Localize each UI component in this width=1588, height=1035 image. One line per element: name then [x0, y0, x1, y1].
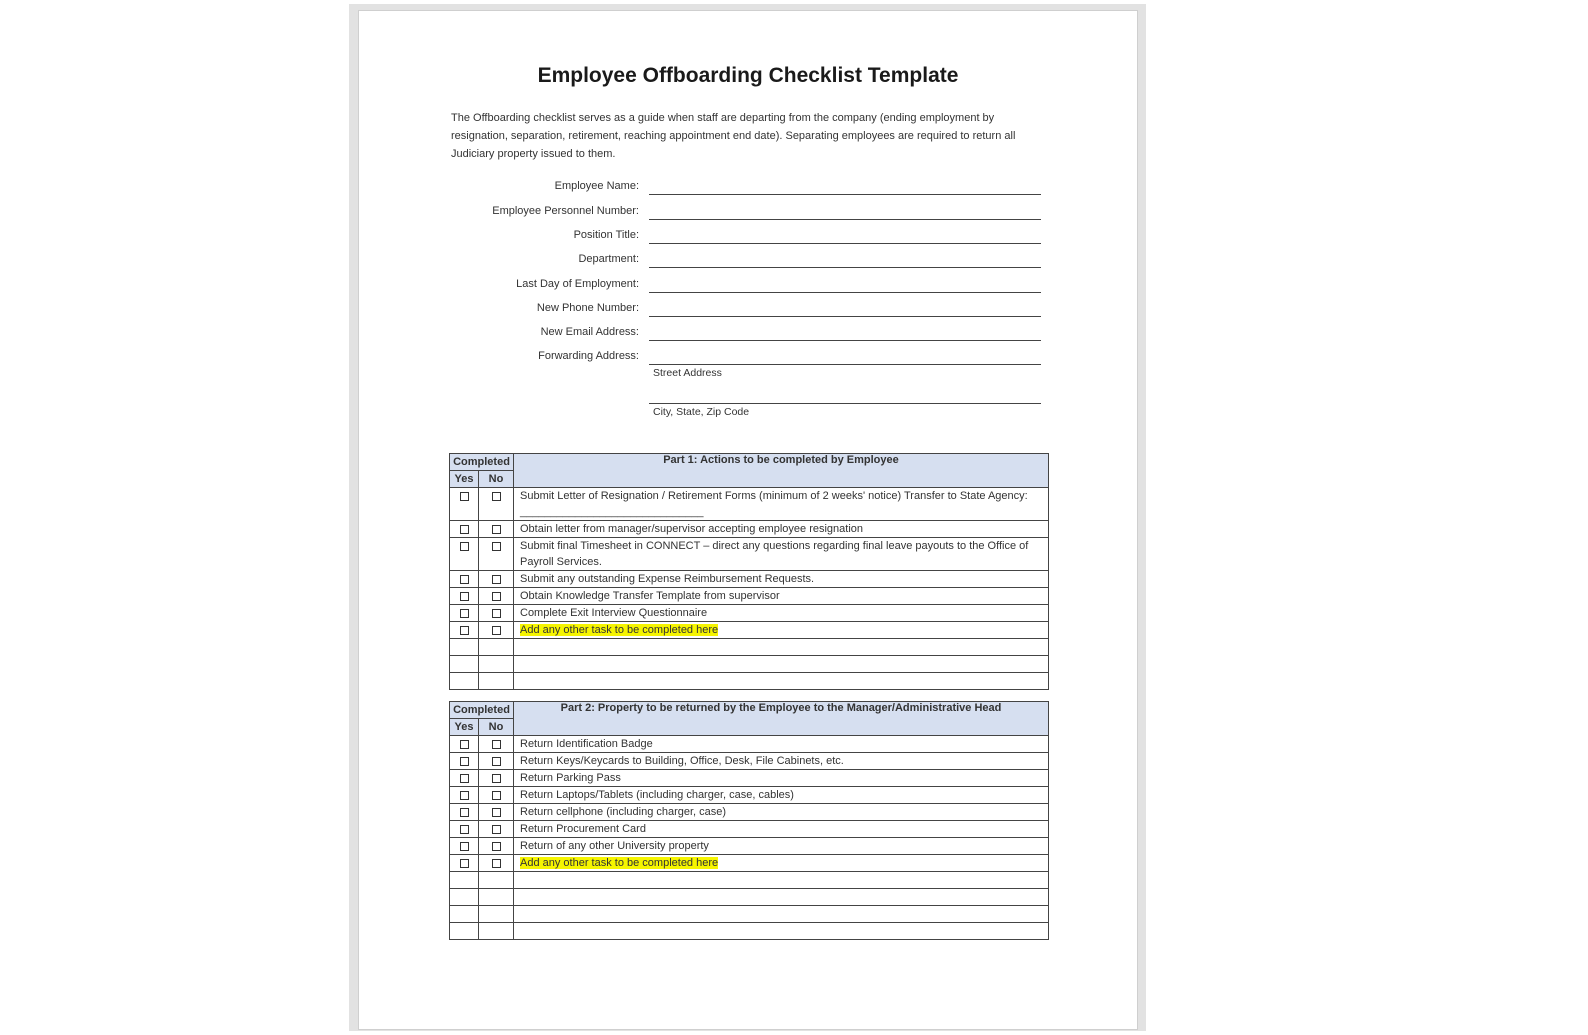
street-address-label: Street Address	[653, 367, 722, 379]
no-checkbox[interactable]	[492, 525, 501, 534]
part1-heading: Part 1: Actions to be completed by Employee	[514, 454, 1049, 488]
blank-row	[450, 906, 1049, 923]
table-row	[450, 855, 1049, 872]
no-checkbox[interactable]	[492, 542, 501, 551]
table-row	[450, 821, 1049, 838]
no-checkbox[interactable]	[492, 808, 501, 817]
yes-checkbox[interactable]	[460, 525, 469, 534]
city-state-zip-label: City, State, Zip Code	[653, 406, 750, 418]
part1-header-row	[450, 454, 1049, 471]
yes-checkbox[interactable]	[460, 842, 469, 851]
no-checkbox[interactable]	[492, 859, 501, 868]
no-checkbox[interactable]	[492, 791, 501, 800]
task-text: Return Parking Pass	[514, 770, 1049, 787]
field-label: Forwarding Address:	[538, 350, 639, 362]
yes-checkbox[interactable]	[460, 774, 469, 783]
new-email-line[interactable]	[649, 340, 1041, 341]
table-row	[450, 736, 1049, 753]
no-checkbox[interactable]	[492, 492, 501, 501]
field-new-phone	[359, 297, 1139, 317]
field-department	[359, 248, 1139, 268]
yes-checkbox[interactable]	[460, 492, 469, 501]
field-position-title	[359, 224, 1139, 244]
field-last-day	[359, 273, 1139, 293]
no-checkbox[interactable]	[492, 609, 501, 618]
table-row	[450, 521, 1049, 538]
task-text: Obtain Knowledge Transfer Template from supervisor	[514, 588, 1049, 605]
yes-checkbox[interactable]	[460, 626, 469, 635]
field-label: Employee Personnel Number:	[492, 205, 639, 217]
table-row	[450, 770, 1049, 787]
no-checkbox[interactable]	[492, 626, 501, 635]
table-row	[450, 571, 1049, 588]
field-personnel-number	[359, 200, 1139, 220]
field-city-state-zip	[359, 384, 1139, 404]
task-text: Return Laptops/Tablets (including charger, case, cables)	[514, 787, 1049, 804]
highlighted-task-text: Add any other task to be completed here	[520, 624, 719, 636]
table-row	[450, 838, 1049, 855]
table-row	[450, 804, 1049, 821]
table-row	[450, 488, 1049, 521]
no-header: No	[479, 719, 514, 736]
personnel-number-line[interactable]	[649, 219, 1041, 220]
task-text: Return of any other University property	[514, 838, 1049, 855]
blank-row	[450, 889, 1049, 906]
street-address-line[interactable]	[649, 364, 1041, 365]
table-row	[450, 538, 1049, 571]
document-title: Employee Offboarding Checklist Template	[537, 64, 959, 87]
field-label: Employee Name:	[554, 180, 639, 192]
table-row	[450, 588, 1049, 605]
blank-row	[450, 923, 1049, 940]
table-row	[450, 605, 1049, 622]
task-text: Obtain letter from manager/supervisor accepting employee resignation	[514, 521, 1049, 538]
highlighted-task-text: Add any other task to be completed here	[520, 857, 719, 869]
no-checkbox[interactable]	[492, 842, 501, 851]
part2-table	[449, 701, 1049, 940]
yes-checkbox[interactable]	[460, 740, 469, 749]
table-row	[450, 787, 1049, 804]
field-label: Position Title:	[573, 229, 639, 241]
blank-row	[450, 872, 1049, 889]
part2-heading: Part 2: Property to be returned by the Employee to the Manager/Administrative Head	[514, 702, 1049, 736]
new-phone-line[interactable]	[649, 316, 1041, 317]
blank-row	[450, 656, 1049, 673]
intro-paragraph: The Offboarding checklist serves as a guide when staff are departing from the company (ending employment by resignation, separation, retirement, reaching appointment end date). Separating employees are required to return all Judiciary property issued to them.	[451, 112, 1016, 160]
no-checkbox[interactable]	[492, 757, 501, 766]
table-row	[450, 622, 1049, 639]
no-checkbox[interactable]	[492, 592, 501, 601]
position-title-line[interactable]	[649, 243, 1041, 244]
yes-checkbox[interactable]	[460, 808, 469, 817]
part2-header-row	[450, 702, 1049, 719]
field-forwarding-address	[359, 345, 1139, 365]
no-checkbox[interactable]	[492, 740, 501, 749]
task-text: Return Procurement Card	[514, 821, 1049, 838]
completed-header: Completed	[450, 702, 514, 719]
yes-header: Yes	[450, 719, 479, 736]
yes-checkbox[interactable]	[460, 791, 469, 800]
field-label: Department:	[578, 253, 639, 265]
document-page	[358, 10, 1138, 1030]
field-employee-name	[359, 175, 1139, 195]
yes-checkbox[interactable]	[460, 859, 469, 868]
task-text: Return cellphone (including charger, case)	[514, 804, 1049, 821]
yes-checkbox[interactable]	[460, 575, 469, 584]
department-line[interactable]	[649, 267, 1041, 268]
field-new-email	[359, 321, 1139, 341]
blank-row	[450, 673, 1049, 690]
employee-name-line[interactable]	[649, 194, 1041, 195]
yes-checkbox[interactable]	[460, 542, 469, 551]
yes-checkbox[interactable]	[460, 592, 469, 601]
field-label: New Phone Number:	[536, 302, 639, 314]
table-row	[450, 753, 1049, 770]
no-checkbox[interactable]	[492, 774, 501, 783]
task-text: Return Identification Badge	[514, 736, 1049, 753]
task-text: Submit any outstanding Expense Reimbursement Requests.	[514, 571, 1049, 588]
yes-checkbox[interactable]	[460, 757, 469, 766]
no-header: No	[479, 471, 514, 488]
part1-table	[449, 453, 1049, 690]
no-checkbox[interactable]	[492, 825, 501, 834]
no-checkbox[interactable]	[492, 575, 501, 584]
task-text: Return Keys/Keycards to Building, Office, Desk, File Cabinets, etc.	[514, 753, 1049, 770]
last-day-line[interactable]	[649, 292, 1041, 293]
yes-checkbox[interactable]	[460, 609, 469, 618]
task-text: Complete Exit Interview Questionnaire	[514, 605, 1049, 622]
field-label: New Email Address:	[540, 326, 639, 338]
yes-header: Yes	[450, 471, 479, 488]
field-label: Last Day of Employment:	[516, 278, 639, 290]
blank-row	[450, 639, 1049, 656]
task-text: Submit Letter of Resignation / Retirement Forms (minimum of 2 weeks' notice) Transfer to State Agency: ______________________________	[514, 488, 1049, 521]
task-text: Submit final Timesheet in CONNECT – direct any questions regarding final leave payouts to the Office of Payroll Services.	[514, 538, 1049, 571]
completed-header: Completed	[450, 454, 514, 471]
city-state-zip-line[interactable]	[649, 403, 1041, 404]
yes-checkbox[interactable]	[460, 825, 469, 834]
